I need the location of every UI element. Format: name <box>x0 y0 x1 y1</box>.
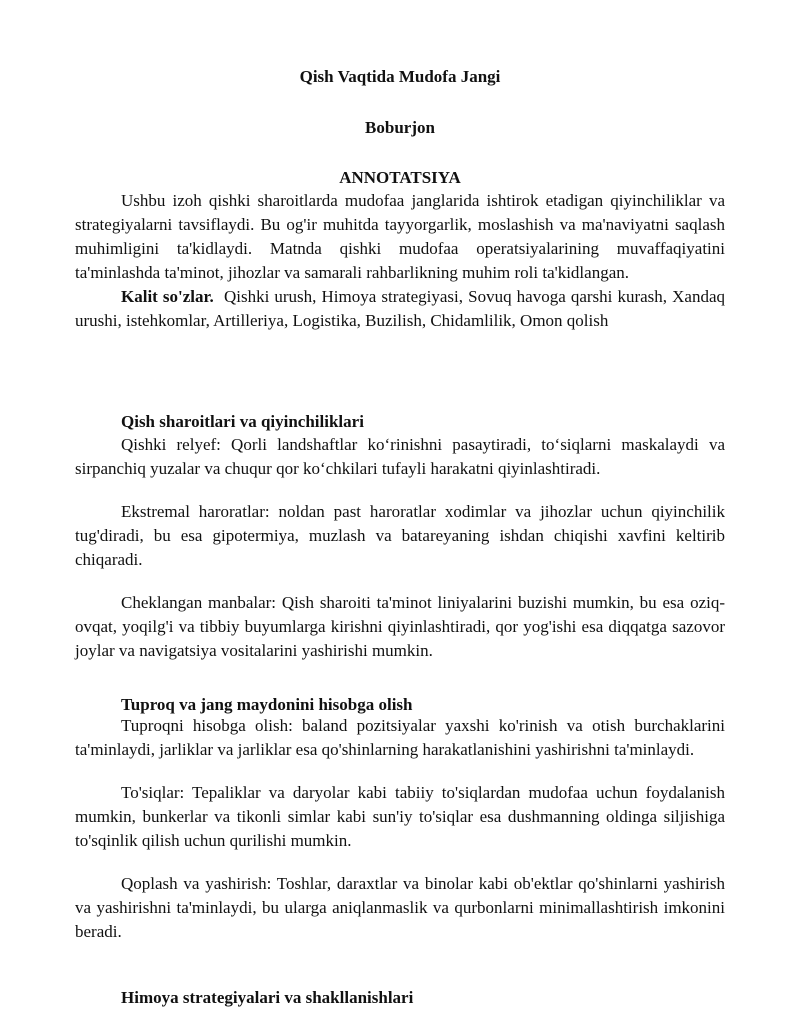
paragraph: Qishki relyef: Qorli landshaftlar ko‘rinishni pasaytiradi, to‘siqlarni maskalaydi va sirpanchiq yuzalar va chuqur qor ko‘chkilari tufayli harakatni qiyinlashtiradi. <box>75 435 725 478</box>
document-title: Qish Vaqtida Mudofa Jangi <box>299 67 501 86</box>
section-heading-defense-strategies: Himoya strategiyalari va shakllanishlari <box>121 988 414 1007</box>
paragraph: Ekstremal haroratlar: noldan past haroratlar xodimlar va jihozlar uchun qiyinchilik tug'diradi, bu esa gipotermiya, muzlash va batareyaning ishdan chiqishi xavfini keltirib chiqaradi. <box>75 502 725 569</box>
paragraph: Qoplash va yashirish: Toshlar, daraxtlar va binolar kabi ob'ektlar qo'shinlarni yashirish va yashirishni ta'minlaydi, bu ularga aniqlanmaslik va qurbonlarni minimallashtirish imkonini beradi. <box>75 874 725 941</box>
section-heading-winter-conditions: Qish sharoitlari va qiyinchiliklari <box>121 412 364 431</box>
author-name: Boburjon <box>365 118 435 137</box>
keywords-label: Kalit so'zlar. <box>121 287 214 306</box>
paragraph: To'siqlar: Tepaliklar va daryolar kabi tabiiy to'siqlardan mudofaa uchun foydalanish mumkin, bunkerlar va tikonli simlar kabi sun'iy to'siqlar esa dushmanning oldinga siljishiga to'sqinlik qilish uchun qurilishi mumkin. <box>75 783 725 850</box>
annotation-paragraph: Ushbu izoh qishki sharoitlarda mudofaa janglarida ishtirok etadigan qiyinchiliklar va strategiyalarni tavsiflaydi. Bu og'ir muhitda tayyorgarlik, moslashish va ma'naviyatni saqlash muhimligini ta'kidlaydi. Matnda qishki mudofaa operatsiyalarining muvaffaqiyatini ta'minlashda ta'minot, jihozlar va samarali rahbarlikning muhim roli ta'kidlangan. <box>75 191 725 282</box>
annotation-heading: ANNOTATSIYA <box>339 168 461 187</box>
section-body-winter-conditions <box>75 433 725 663</box>
annotation-block <box>75 189 725 333</box>
paragraph: Tuproqni hisobga olish: baland pozitsiyalar yaxshi ko'rinish va otish burchaklarini ta'minlaydi, jarliklar va jarliklar esa qo'shinlarning harakatlanishini yashirishni ta'minlaydi. <box>75 716 725 759</box>
section-body-terrain <box>75 714 725 944</box>
paragraph: Cheklangan manbalar: Qish sharoiti ta'minot liniyalarini buzishi mumkin, bu esa oziq-ovqat, yoqilg'i va tibbiy buyumlarga kirishni qiyinlashtiradi, qor yog'ishi esa diqqatga sazovor joylar va navigatsiya vositalarini yashirishi mumkin. <box>75 593 725 660</box>
keywords-paragraph <box>75 285 725 333</box>
keywords-text: Qishki urush, Himoya strategiyasi, Sovuq havoga qarshi kurash, Xandaq urushi, istehkomlar, Artilleriya, Logistika, Buzilish, Chidamlilik, Omon qolish <box>75 287 725 330</box>
section-heading-terrain: Tuproq va jang maydonini hisobga olish <box>121 695 413 714</box>
